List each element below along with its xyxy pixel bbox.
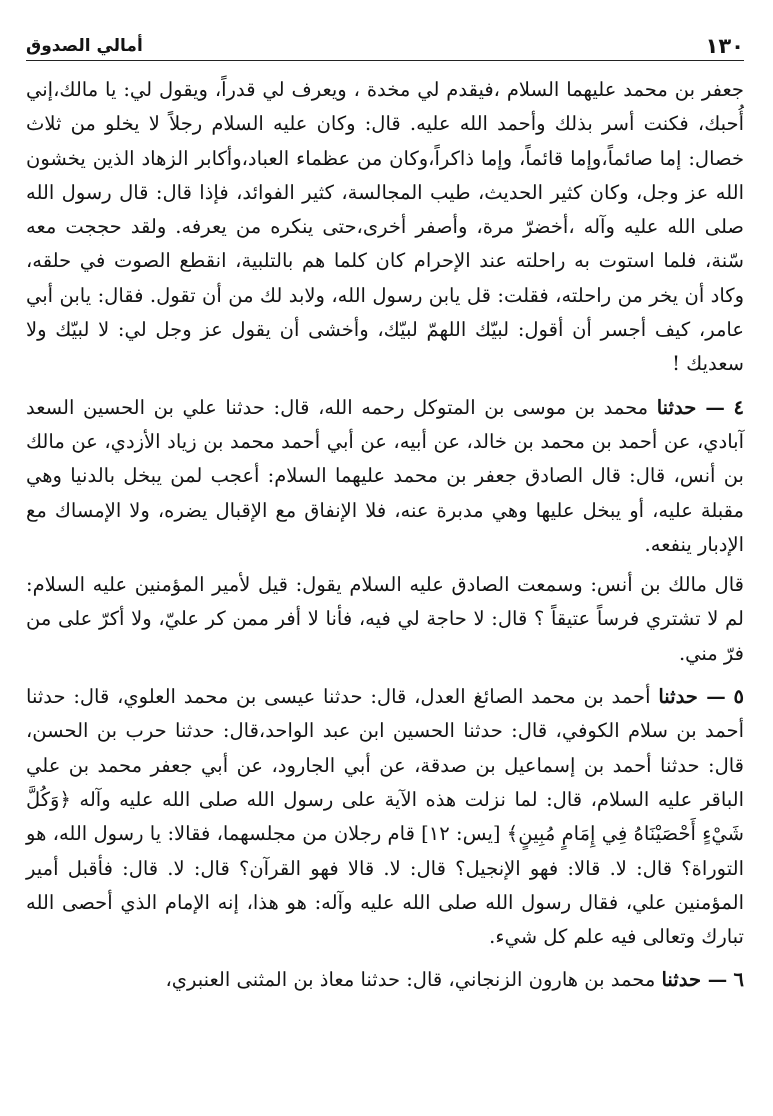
paragraph-text: محمد بن موسى بن المتوكل رحمه الله، قال: حدثنا علي بن الحسين السعد آبادي، عن أحمد بن محمد بن خالد، عن أبيه، عن أبي أحمد محمد بن زياد الأزدي، عن مالك بن أنس، قال: قال الصادق جعفر بن محمد عليهما السلام: أعجب لمن يبخل بالدنيا وهي مقبلة عليه، أو يبخل عليها وهي مدبرة عنه، فلا الإنفاق مع الإقبال يضره، ولا الإمساك مع الإدبار ينفعه. (26, 395, 744, 556)
paragraph-text: أحمد بن محمد الصائغ العدل، قال: حدثنا عيسى بن محمد العلوي، قال: حدثنا أحمد بن سلام الكوفي، قال: حدثنا الحسين ابن عبد الواحد،قال: حدثنا حرب بن الحسن، قال: حدثنا أحمد بن إسماعيل بن صدقة، عن أبي الجارود، عن أبي جعفر محمد بن علي الباقر عليه السلام، قال: لما نزلت هذه الآية على رسول الله صلى الله عليه وآله ﴿وَكُلَّ شَيْءٍ أَحْصَيْنَاهُ فِي إِمَامٍ مُبِينٍ﴾ [يس: ١٢] قام رجلان من مجلسهما، فقالا: يا رسول الله، هو التوراة؟ قال: لا. قالا: فهو الإنجيل؟ قال: لا. قالا فهو القرآن؟ قال: لا. قال: فأقبل أمير المؤمنين علي، فقال رسول الله صلى الله عليه وآله: هو هذا، إنه الإمام الذي أحصى الله تبارك وتعالى فيه علم كل شيء. (26, 685, 744, 949)
hadith-number: ٦ (733, 968, 744, 992)
hadith-paragraph-5: ٥ — حدثنا أحمد بن محمد الصائغ العدل، قال: حدثنا عيسى بن محمد العلوي، قال: حدثنا أحمد بن سلام الكوفي، قال: حدثنا الحسين ابن عبد الواحد،قال: حدثنا حرب بن الحسن، قال: حدثنا أحمد بن إسماعيل بن صدقة، عن أبي الجارود، عن أبي جعفر محمد بن علي الباقر عليه السلام، قال: لما نزلت هذه الآية على رسول الله صلى الله عليه وآله ﴿وَكُلَّ شَيْءٍ أَحْصَيْنَاهُ فِي إِمَامٍ مُبِينٍ﴾ [يس: ١٢] قام رجلان من مجلسهما، فقالا: يا رسول الله، هو التوراة؟ قال: لا. قالا: فهو الإنجيل؟ قال: لا. قالا فهو القرآن؟ قال: لا. قال: فأقبل أمير المؤمنين علي، فقال رسول الله صلى الله عليه وآله: هو هذا، إنه الإمام الذي أحصى الله تبارك وتعالى فيه علم كل شيء. (26, 685, 744, 949)
paragraph-malik (26, 568, 744, 671)
hadith-lead: حدثنا (661, 968, 702, 992)
hadith-paragraph-4: ٤ — حدثنا محمد بن موسى بن المتوكل رحمه الله، قال: حدثنا علي بن الحسين السعد آبادي، عن أحمد بن محمد بن خالد، عن أبيه، عن أبي أحمد محمد بن زياد الأزدي، عن مالك بن أنس، قال: قال الصادق جعفر بن محمد عليهما السلام: أعجب لمن يبخل بالدنيا وهي مقبلة عليه، أو يبخل عليها وهي مدبرة عنه، فلا الإنفاق مع الإقبال يضره، ولا الإمساك مع الإدبار ينفعه. (26, 395, 744, 556)
paragraph-text: جعفر بن محمد عليهما السلام ،فيقدم لي مخدة ، ويعرف لي قدراً، ويقول لي: يا مالك،إني أُحبك، فكنت أسر بذلك وأحمد الله عليه. قال: وكان عليه السلام رجلاً لا يخلو من ثلاث خصال: إما صائماً،وإما قائماً، وإما ذاكراً،وكان من عظماء العباد،وأكابر الزهاد الذين يخشون الله عز وجل، وكان كثير الحديث، طيب المجالسة، كثير الفوائد، فإذا قال: قال رسول الله صلى الله عليه وآله ،أخضرّ مرة، وأصفر أخرى،حتى ينكره من يعرفه. ولقد حججت معه سّنة، فلما استوت به راحلته عند الإحرام كان كلما هم بالتلبية، انقطع الصوت في حلقه، وكاد أن يخر من راحلته، فقلت: قل يابن رسول الله، ولابد لك من أن تقول. فقال: يابن أبي عامر، كيف أجسر أن أقول: لبيّك اللهمّ لبيّك، وأخشى أن يقول عز وجل لي: لا لبيّك ولا سعديك ! (26, 78, 744, 376)
page-body (26, 73, 744, 998)
hadith-lead: حدثنا (656, 395, 697, 419)
page-number: ١٣٠ (705, 34, 744, 58)
hadith-number: ٥ (733, 685, 744, 709)
book-page (26, 28, 744, 998)
hadith-number: ٤ (733, 395, 744, 419)
paragraph-text: محمد بن هارون الزنجاني، قال: حدثنا معاذ بن المثنى العنبري، (165, 968, 656, 992)
running-title: أمالي الصدوق (26, 36, 143, 56)
paragraph-text: قال مالك بن أنس: وسمعت الصادق عليه السلام يقول: قيل لأمير المؤمنين عليه السلام: لم لا تشتري فرساً عتيقاً ؟ قال: لا حاجة لي فيه، فأنا لا أفر ممن كر عليّ، ولا أكرّ على من فرّ مني. (26, 573, 744, 665)
hadith-lead: حدثنا (658, 685, 698, 709)
paragraph-continuation (26, 73, 744, 382)
page-header (26, 28, 744, 61)
hadith-paragraph-6: ٦ — حدثنا محمد بن هارون الزنجاني، قال: حدثنا معاذ بن المثنى العنبري، (165, 968, 744, 992)
